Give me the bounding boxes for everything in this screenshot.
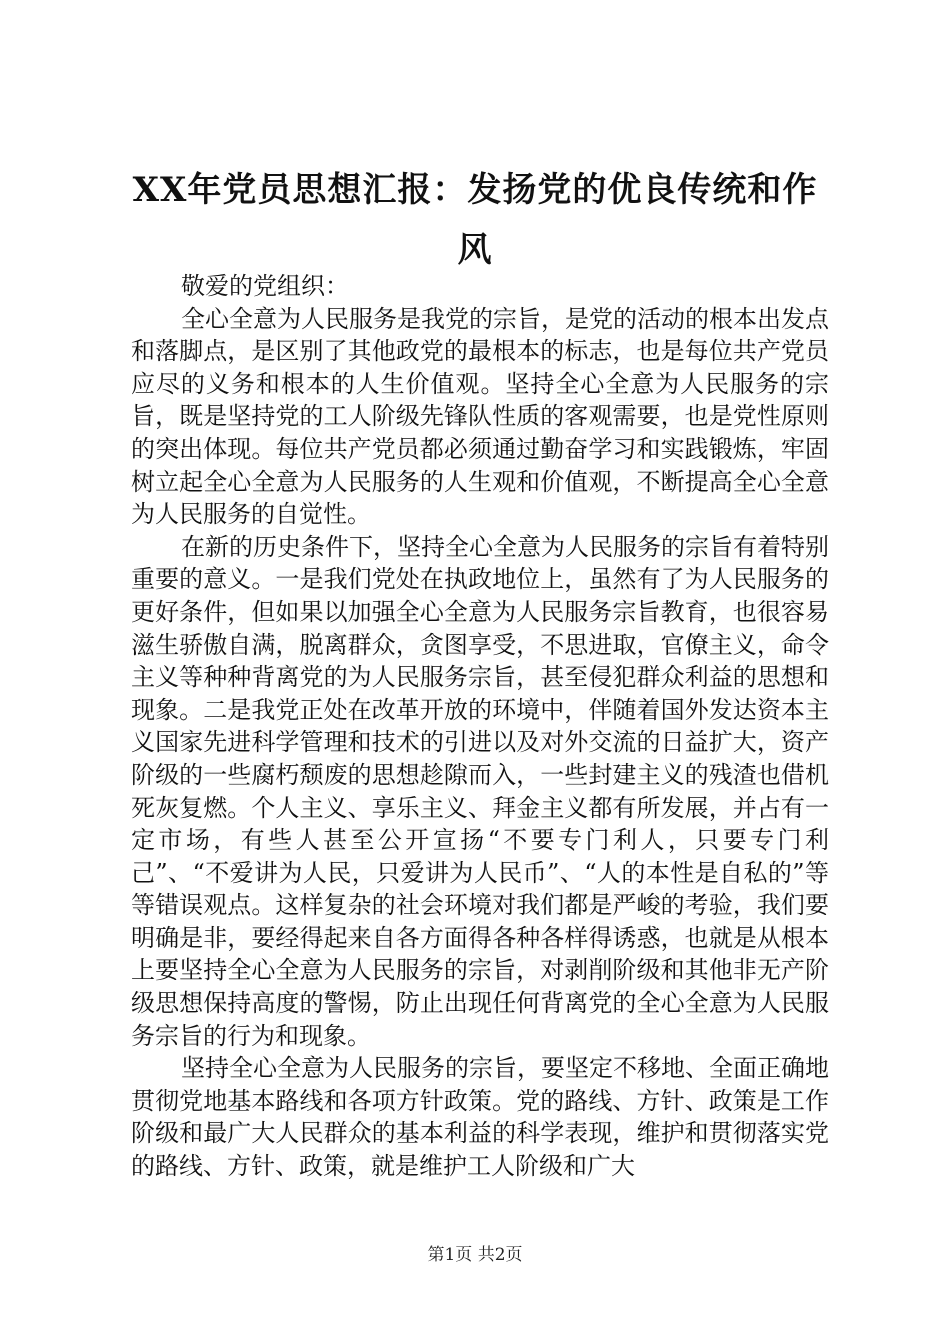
- salutation: 敬爱的党组织：: [181, 272, 349, 300]
- paragraph-1: 全心全意为人民服务是我党的宗旨，是党的活动的根本出发点和落脚点，是区别了其他政党的最根本的标志，也是每位共产党员应尽的义务和根本的人生价值观。坚持全心全意为人民服务的宗旨，既是坚持党的工人阶级先锋队性质的客观需要，也是党性原则的突出体现。每位共产党员都必须通过勤奋学习和实践锻炼，牢固树立起全心全意为人民服务的人生观和价值观，不断提高全心全意为人民服务的自觉性。: [131, 304, 829, 529]
- paragraph-2: 在新的历史条件下，坚持全心全意为人民服务的宗旨有着特别重要的意义。一是我们党处在执政地位上，虽然有了为人民服务的更好条件，但如果以加强全心全意为人民服务宗旨教育，也很容易滋生骄傲自满，脱离群众，贪图享受，不思进取，官僚主义，命令主义等种种背离党的为人民服务宗旨，甚至侵犯群众利益的思想和现象。二是我党正处在改革开放的环境中，伴随着国外发达资本主义国家先进科学管理和技术的引进以及对外交流的日益扩大，资产阶级的一些腐朽颓废的思想趁隙而入，一些封建主义的残渣也借机死灰复燃。个人主义、享乐主义、拜金主义都有所发展，并占有一定市场，有些人甚至公开宣扬“不要专门利人，只要专门利己”、“不爱讲为人民，只爱讲为人民币”、“人的本性是自私的”等等错误观点。这样复杂的社会环境对我们都是严峻的考验，我们要明确是非，要经得起来自各方面得各种各样得诱惑，也就是从根本上要坚持全心全意为人民服务的宗旨，对剥削阶级和其他非无产阶级思想保持高度的警惕，防止出现任何背离党的全心全意为人民服务宗旨的行为和现象。: [131, 532, 829, 1050]
- document-title: XX年党员思想汇报：发扬党的优良传统和作风: [132, 170, 818, 270]
- paragraph-3: 坚持全心全意为人民服务的宗旨，要坚定不移地、全面正确地贯彻党地基本路线和各项方针政策。党的路线、方针、政策是工作阶级和最广大人民群众的基本利益的科学表现，维护和贯彻落实党的路线、方针、政策，就是维护工人阶级和广大: [131, 1054, 829, 1181]
- document-body: [131, 270, 829, 1183]
- page-footer: 第1页 共2页: [427, 1245, 523, 1265]
